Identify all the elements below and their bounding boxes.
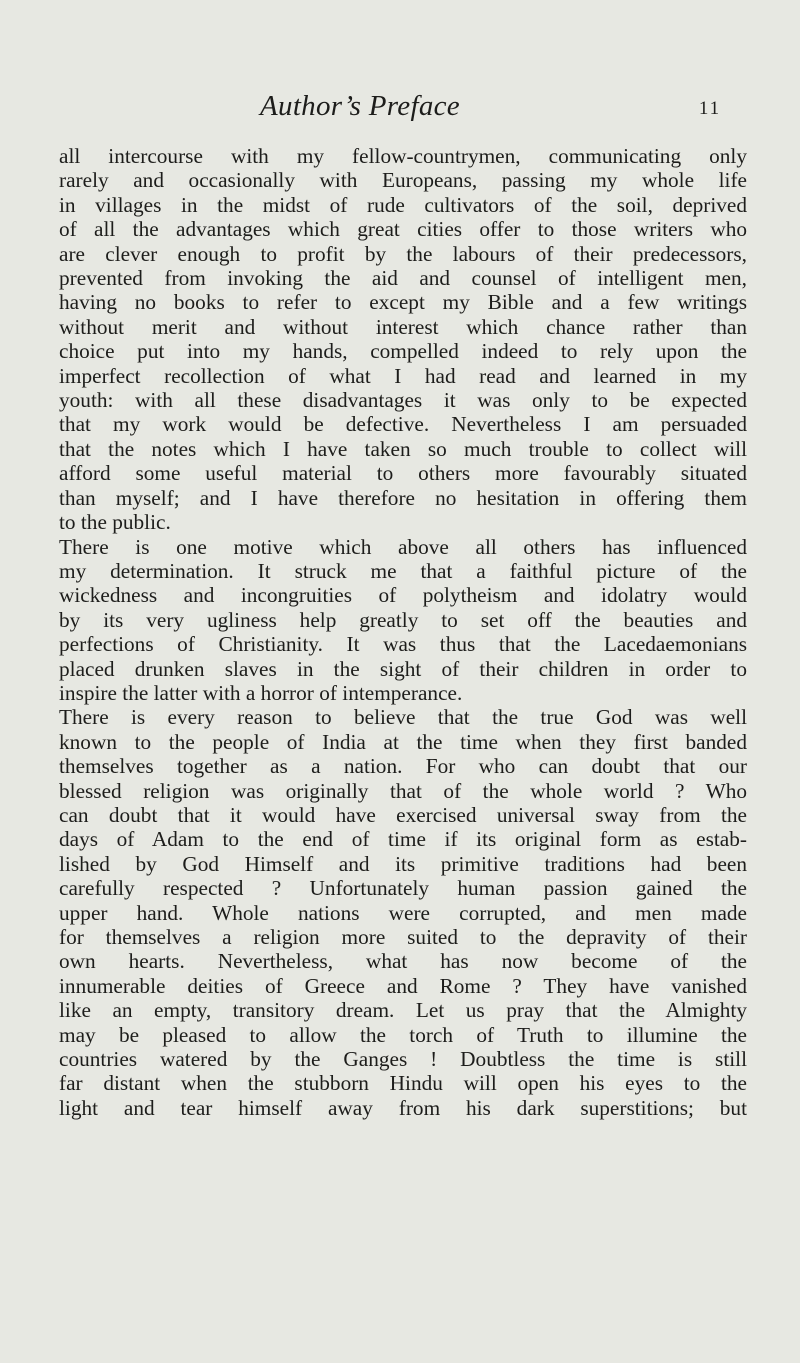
text-line: than myself; and I have therefore no hesitation in offering them [59, 485, 747, 510]
text-line: upper hand. Whole nations were corrupted, and men made [59, 900, 747, 925]
text-line: light and tear himself away from his dark superstitions; but [59, 1095, 747, 1120]
text-line: youth: with all these disadvantages it was only to be expected [59, 388, 747, 413]
text-line: imperfect recollection of what I had read and learned in my [59, 363, 747, 388]
text-line: all intercourse with my fellow-countrymen, communicating only [59, 144, 747, 168]
text-line: perfections of Christianity. It was thus that the Lacedaemonians [59, 632, 747, 657]
text-line: prevented from invoking the aid and counsel of intelligent men, [59, 266, 747, 291]
page-number: 11 [698, 98, 722, 119]
text-line: carefully respected ? Unfortunately human passion gained the [59, 876, 747, 901]
text-line: days of Adam to the end of time if its original form as estab- [59, 827, 747, 852]
text-line: placed drunken slaves in the sight of their children in order to [59, 656, 747, 681]
text-line: lished by God Himself and its primitive traditions had been [59, 851, 747, 876]
text-line: having no books to refer to except my Bible and a few writings [59, 290, 747, 315]
text-line: can doubt that it would have exercised universal sway from the [59, 802, 747, 827]
text-line: innumerable deities of Greece and Rome ? They have vanished [59, 973, 747, 998]
text-line: are clever enough to profit by the labours of their predecessors, [59, 241, 747, 266]
text-line: own hearts. Nevertheless, what has now become of the [59, 949, 747, 974]
running-header [0, 86, 800, 126]
text-line: may be pleased to allow the torch of Truth to illumine the [59, 1022, 747, 1047]
text-line: my determination. It struck me that a faithful picture of the [59, 558, 747, 583]
text-line: that the notes which I have taken so much trouble to collect will [59, 436, 747, 461]
text-line: like an empty, transitory dream. Let us pray that the Almighty [59, 998, 747, 1023]
text-line: known to the people of India at the time when they first banded [59, 729, 747, 754]
text-line: themselves together as a nation. For who can doubt that our [59, 754, 747, 779]
text-line: afford some useful material to others more favourably situated [59, 461, 747, 486]
text-line: by its very ugliness help greatly to set off the beauties and [59, 607, 747, 632]
text-line: in villages in the midst of rude cultivators of the soil, deprived [59, 192, 747, 217]
running-title: Author’s Preface [260, 90, 460, 122]
text-line: that my work would be defective. Nevertheless I am persuaded [59, 412, 747, 437]
paragraph-start-line: There is one motive which above all others has influenced [59, 534, 747, 559]
text-line: choice put into my hands, compelled indeed to rely upon the [59, 339, 747, 364]
text-line: far distant when the stubborn Hindu will open his eyes to the [59, 1071, 747, 1096]
paragraph-end-line: inspire the latter with a horror of intemperance. [59, 680, 463, 705]
text-line: of all the advantages which great cities offer to those writers who [59, 217, 747, 242]
text-line: blessed religion was originally that of the whole world ? Who [59, 778, 747, 803]
text-line: wickedness and incongruities of polytheism and idolatry would [59, 583, 747, 608]
text-line: for themselves a religion more suited to the depravity of their [59, 925, 747, 949]
paragraph-start-line: There is every reason to believe that the true God was well [59, 705, 747, 730]
text-line: countries watered by the Ganges ! Doubtless the time is still [59, 1047, 747, 1072]
text-line: without merit and without interest which chance rather than [59, 314, 747, 339]
text-line: rarely and occasionally with Europeans, passing my whole life [59, 168, 747, 193]
paragraph-end-line: to the public. [59, 510, 171, 535]
body-text [59, 144, 747, 1120]
